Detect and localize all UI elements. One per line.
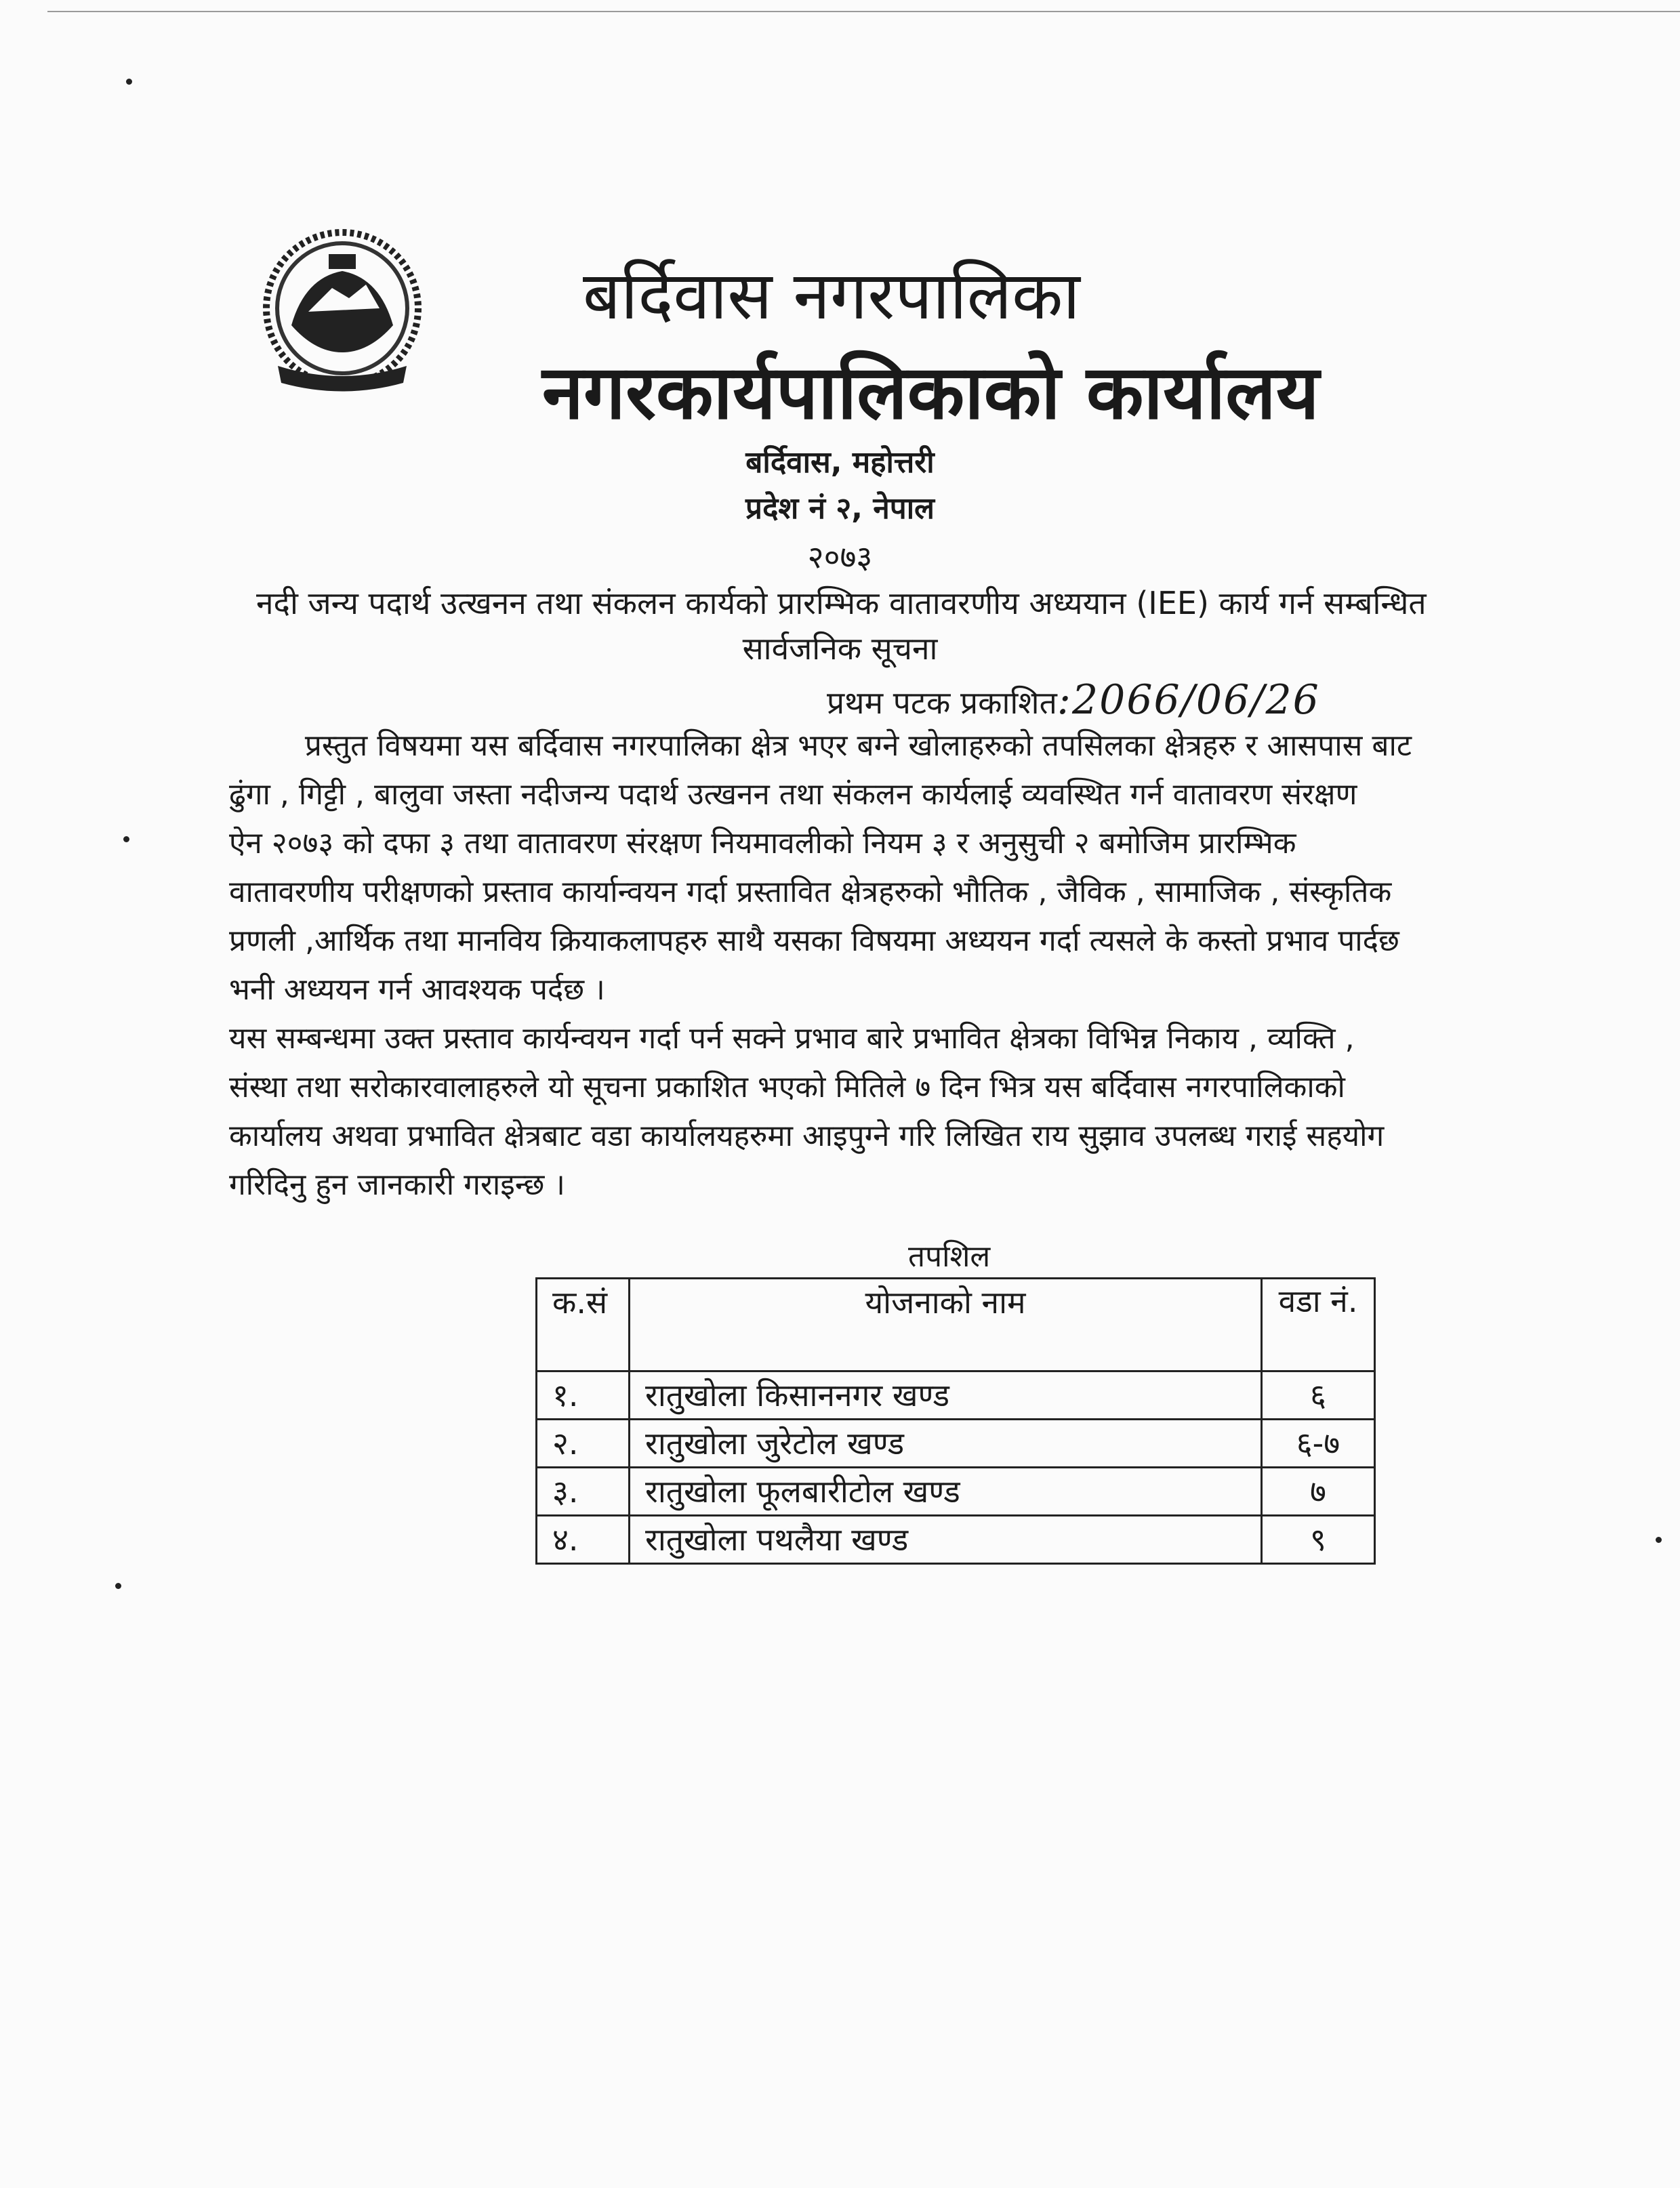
row-project-name: रातुखोला पथलैया खण्ड [630,1516,1262,1564]
table-row [537,1420,1375,1468]
office-name: नगरकार्यपालिकाको कार्यालय [542,349,1319,436]
paragraph-line: ऐन २०७३ को दफा ३ तथा वातावरण संरक्षण नियमावलीको नियम ३ र अनुसुची २ बमोजिम प्रारम्भिक [229,826,1296,861]
province-line: प्रदेश नं २, नेपाल [745,491,935,526]
row-serial: ४. [537,1516,630,1564]
notice-body [229,722,1680,1210]
paragraph-line: प्रणली ,आर्थिक तथा मानविय क्रियाकलापहरु साथै यसका विषयमा अध्ययन गर्दा त्यसले के कस्तो प्रभाव पार्दछ [229,924,1399,958]
government-emblem-icon [251,217,434,400]
row-project-name: रातुखोला किसाननगर खण्ड [630,1371,1262,1420]
paragraph-line: यस सम्बन्धमा उक्त प्रस्ताव कार्यन्वयन गर्दा पर्न सक्ने प्रभाव बारे प्रभावित क्षेत्रका विभिन्न निकाय , व्यक्ति , [229,1021,1355,1056]
published-line [827,676,1320,724]
table-row [537,1468,1375,1516]
notice-subject: नदी जन्य पदार्थ उत्खनन तथा संकलन कार्यको प्रारम्भिक वातावरणीय अध्ययान (IEE) कार्य गर्न सम्बन्धित [256,585,1427,621]
table-row [537,1371,1375,1420]
published-label: प्रथम पटक प्रकाशित [827,684,1057,721]
row-ward: ७ [1262,1468,1375,1516]
paragraph-line: प्रस्तुत विषयमा यस बर्दिवास नगरपालिका क्षेत्र भएर बग्ने खोलाहरुको तपसिलका क्षेत्रहरु र आसपास बाट [229,728,1412,763]
paragraph-line: वातावरणीय परीक्षणको प्रस्ताव कार्यान्वयन गर्दा प्रस्तावित क्षेत्रहरुको भौतिक , जैविक , सामाजिक , संस्कृतिक [229,875,1392,909]
row-serial: १. [537,1371,630,1420]
paragraph-line: संस्था तथा सरोकारवालाहरुले यो सूचना प्रकाशित भएको मितिले ७ दिन भित्र यस बर्दिवास नगरपालिकाको [229,1070,1345,1105]
paragraph-line: भनी अध्ययन गर्न आवश्यक पर्दछ । [229,972,605,1007]
scan-top-edge [47,11,1680,12]
handwritten-date: :2066/06/26 [1057,676,1320,724]
row-ward: ६ [1262,1371,1375,1420]
row-project-name: रातुखोला फूलबारीटोल खण्ड [630,1468,1262,1516]
schedule-table [535,1277,1376,1565]
table-header-row [537,1279,1375,1371]
punch-dot [1656,1537,1662,1543]
table-row [537,1516,1375,1564]
row-project-name: रातुखोला जुरेटोल खण्ड [630,1420,1262,1468]
row-serial: २. [537,1420,630,1468]
row-ward: ६-७ [1262,1420,1375,1468]
punch-dot [115,1583,121,1589]
header-serial: क.सं [537,1279,630,1371]
header-ward-no: वडा नं. [1278,1283,1358,1319]
paragraph-line: गरिदिनु हुन जानकारी गराइन्छ । [229,1168,565,1202]
address-line: बर्दिवास, महोत्तरी [745,445,935,480]
notice-type: सार्वजनिक सूचना [742,630,938,667]
punch-dot [126,79,132,85]
row-ward: ९ [1262,1516,1375,1564]
municipality-name: बर्दिवास नगरपालिका [583,257,1080,335]
header-project-name: योजनाको नाम [630,1279,1262,1371]
paragraph-line: ढुंगा , गिट्टी , बालुवा जस्ता नदीजन्य पदार्थ उत्खनन तथा संकलन कार्यलाई व्यवस्थित गर्न वातावरण संरक्षण [229,777,1357,812]
schedule-title: तपशिल [908,1239,991,1274]
punch-dot [123,836,129,842]
row-serial: ३. [537,1468,630,1516]
year: २०७३ [807,539,873,575]
paragraph-line: कार्यालय अथवा प्रभावित क्षेत्रबाट वडा कार्यालयहरुमा आइपुग्ने गरि लिखित राय सुझाव उपलब्ध गराई सहयोग [229,1119,1385,1153]
